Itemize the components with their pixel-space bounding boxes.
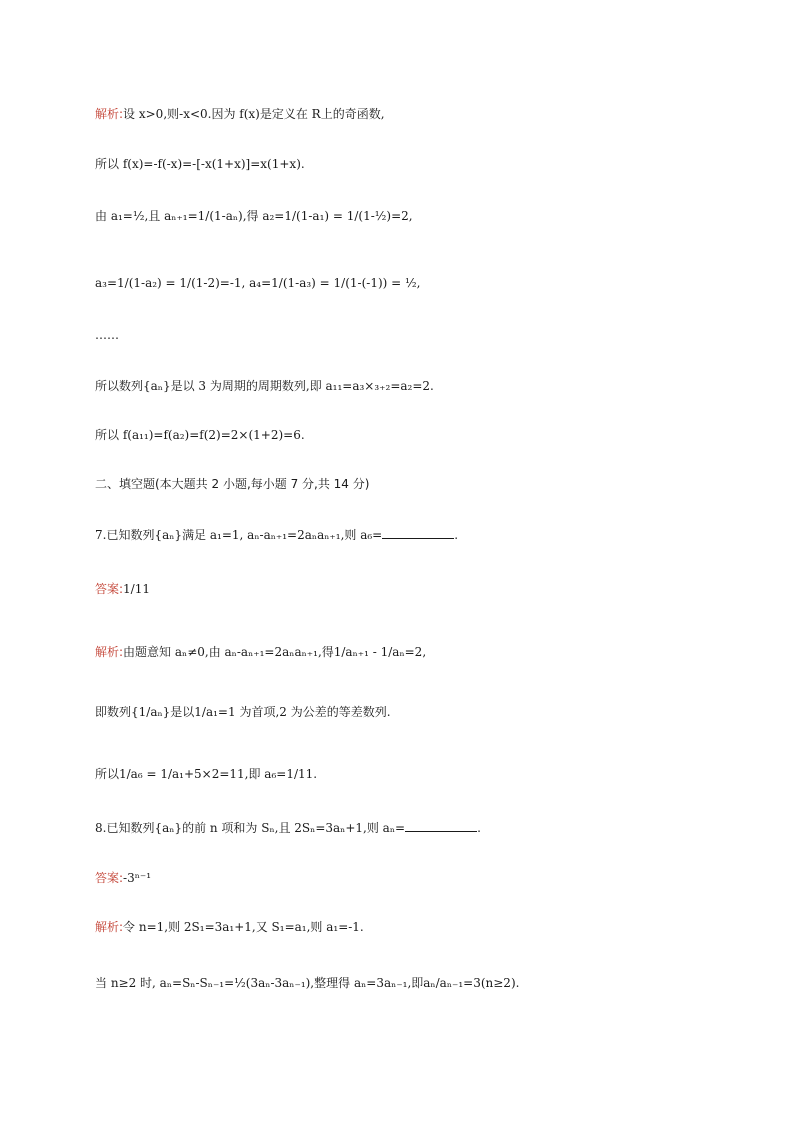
line-text: 由题意知 aₙ≠0,由 aₙ-aₙ₊₁=2aₙaₙ₊₁,得1/aₙ₊₁ - 1/aₙ=2, [123,645,427,659]
analysis-label: 解析: [95,920,124,934]
answer-label: 答案: [95,582,124,596]
answer-value: 1/11 [123,582,150,596]
line-text: 当 n≥2 时, aₙ=Sₙ-Sₙ₋₁=½(3aₙ-3aₙ₋₁),整理得 aₙ=3aₙ₋₁,即aₙ/aₙ₋₁=3(n≥2). [95,976,520,990]
section-title: 二、填空题(本大题共 2 小题,每小题 7 分,共 14 分) [95,477,370,491]
question-8 [95,820,481,836]
solution-7-line-1 [95,644,426,660]
solution-line-6 [95,378,434,394]
question-end: . [477,821,481,835]
solution-8-line-1 [95,919,364,935]
section-heading [95,476,369,492]
answer-value: -3ⁿ⁻¹ [123,871,152,885]
question-7 [95,527,458,543]
answer-blank [382,527,454,539]
answer-label: 答案: [95,871,124,885]
solution-7-line-2 [95,704,391,720]
line-text: 即数列{1/aₙ}是以1/a₁=1 为首项,2 为公差的等差数列. [95,705,391,719]
ellipsis-line [95,327,119,343]
line-text: …… [95,328,119,342]
analysis-label: 解析: [95,645,124,659]
answer-7 [95,581,150,597]
question-text: 7.已知数列{aₙ}满足 a₁=1, aₙ-aₙ₊₁=2aₙaₙ₊₁,则 a₆= [95,528,383,542]
line-text: a₃=1/(1-a₂) = 1/(1-2)=-1, a₄=1/(1-a₃) = 1/(1-(-1)) = ½, [95,276,421,290]
line-text: 所以 f(x)=-f(-x)=-[-x(1+x)]=x(1+x). [95,157,305,171]
solution-line-4 [95,275,420,291]
question-text: 8.已知数列{aₙ}的前 n 项和为 Sₙ,且 2Sₙ=3aₙ+1,则 aₙ= [95,821,406,835]
solution-line-3 [95,208,413,224]
answer-blank [405,820,477,832]
question-end: . [454,528,459,542]
solution-8-line-2 [95,975,519,991]
solution-7-line-3 [95,766,317,782]
analysis-label: 解析: [95,107,124,121]
line-text: 令 n=1,则 2S₁=3a₁+1,又 S₁=a₁,则 a₁=-1. [123,920,364,934]
solution-line-2 [95,156,305,172]
line-text: 所以 f(a₁₁)=f(a₂)=f(2)=2×(1+2)=6. [95,428,305,442]
line-text: 由 a₁=½,且 aₙ₊₁=1/(1-aₙ),得 a₂=1/(1-a₁) = 1/(1-½)=2, [95,209,413,223]
solution-line-7 [95,427,305,443]
solution-line-1 [95,106,385,122]
line-text: 所以1/a₆ = 1/a₁+5×2=11,即 a₆=1/11. [95,767,318,781]
line-text: 设 x>0,则-x<0.因为 f(x)是定义在 R上的奇函数, [123,107,385,121]
answer-8 [95,870,151,886]
line-text: 所以数列{aₙ}是以 3 为周期的周期数列,即 a₁₁=a₃×₃₊₂=a₂=2. [95,379,434,393]
